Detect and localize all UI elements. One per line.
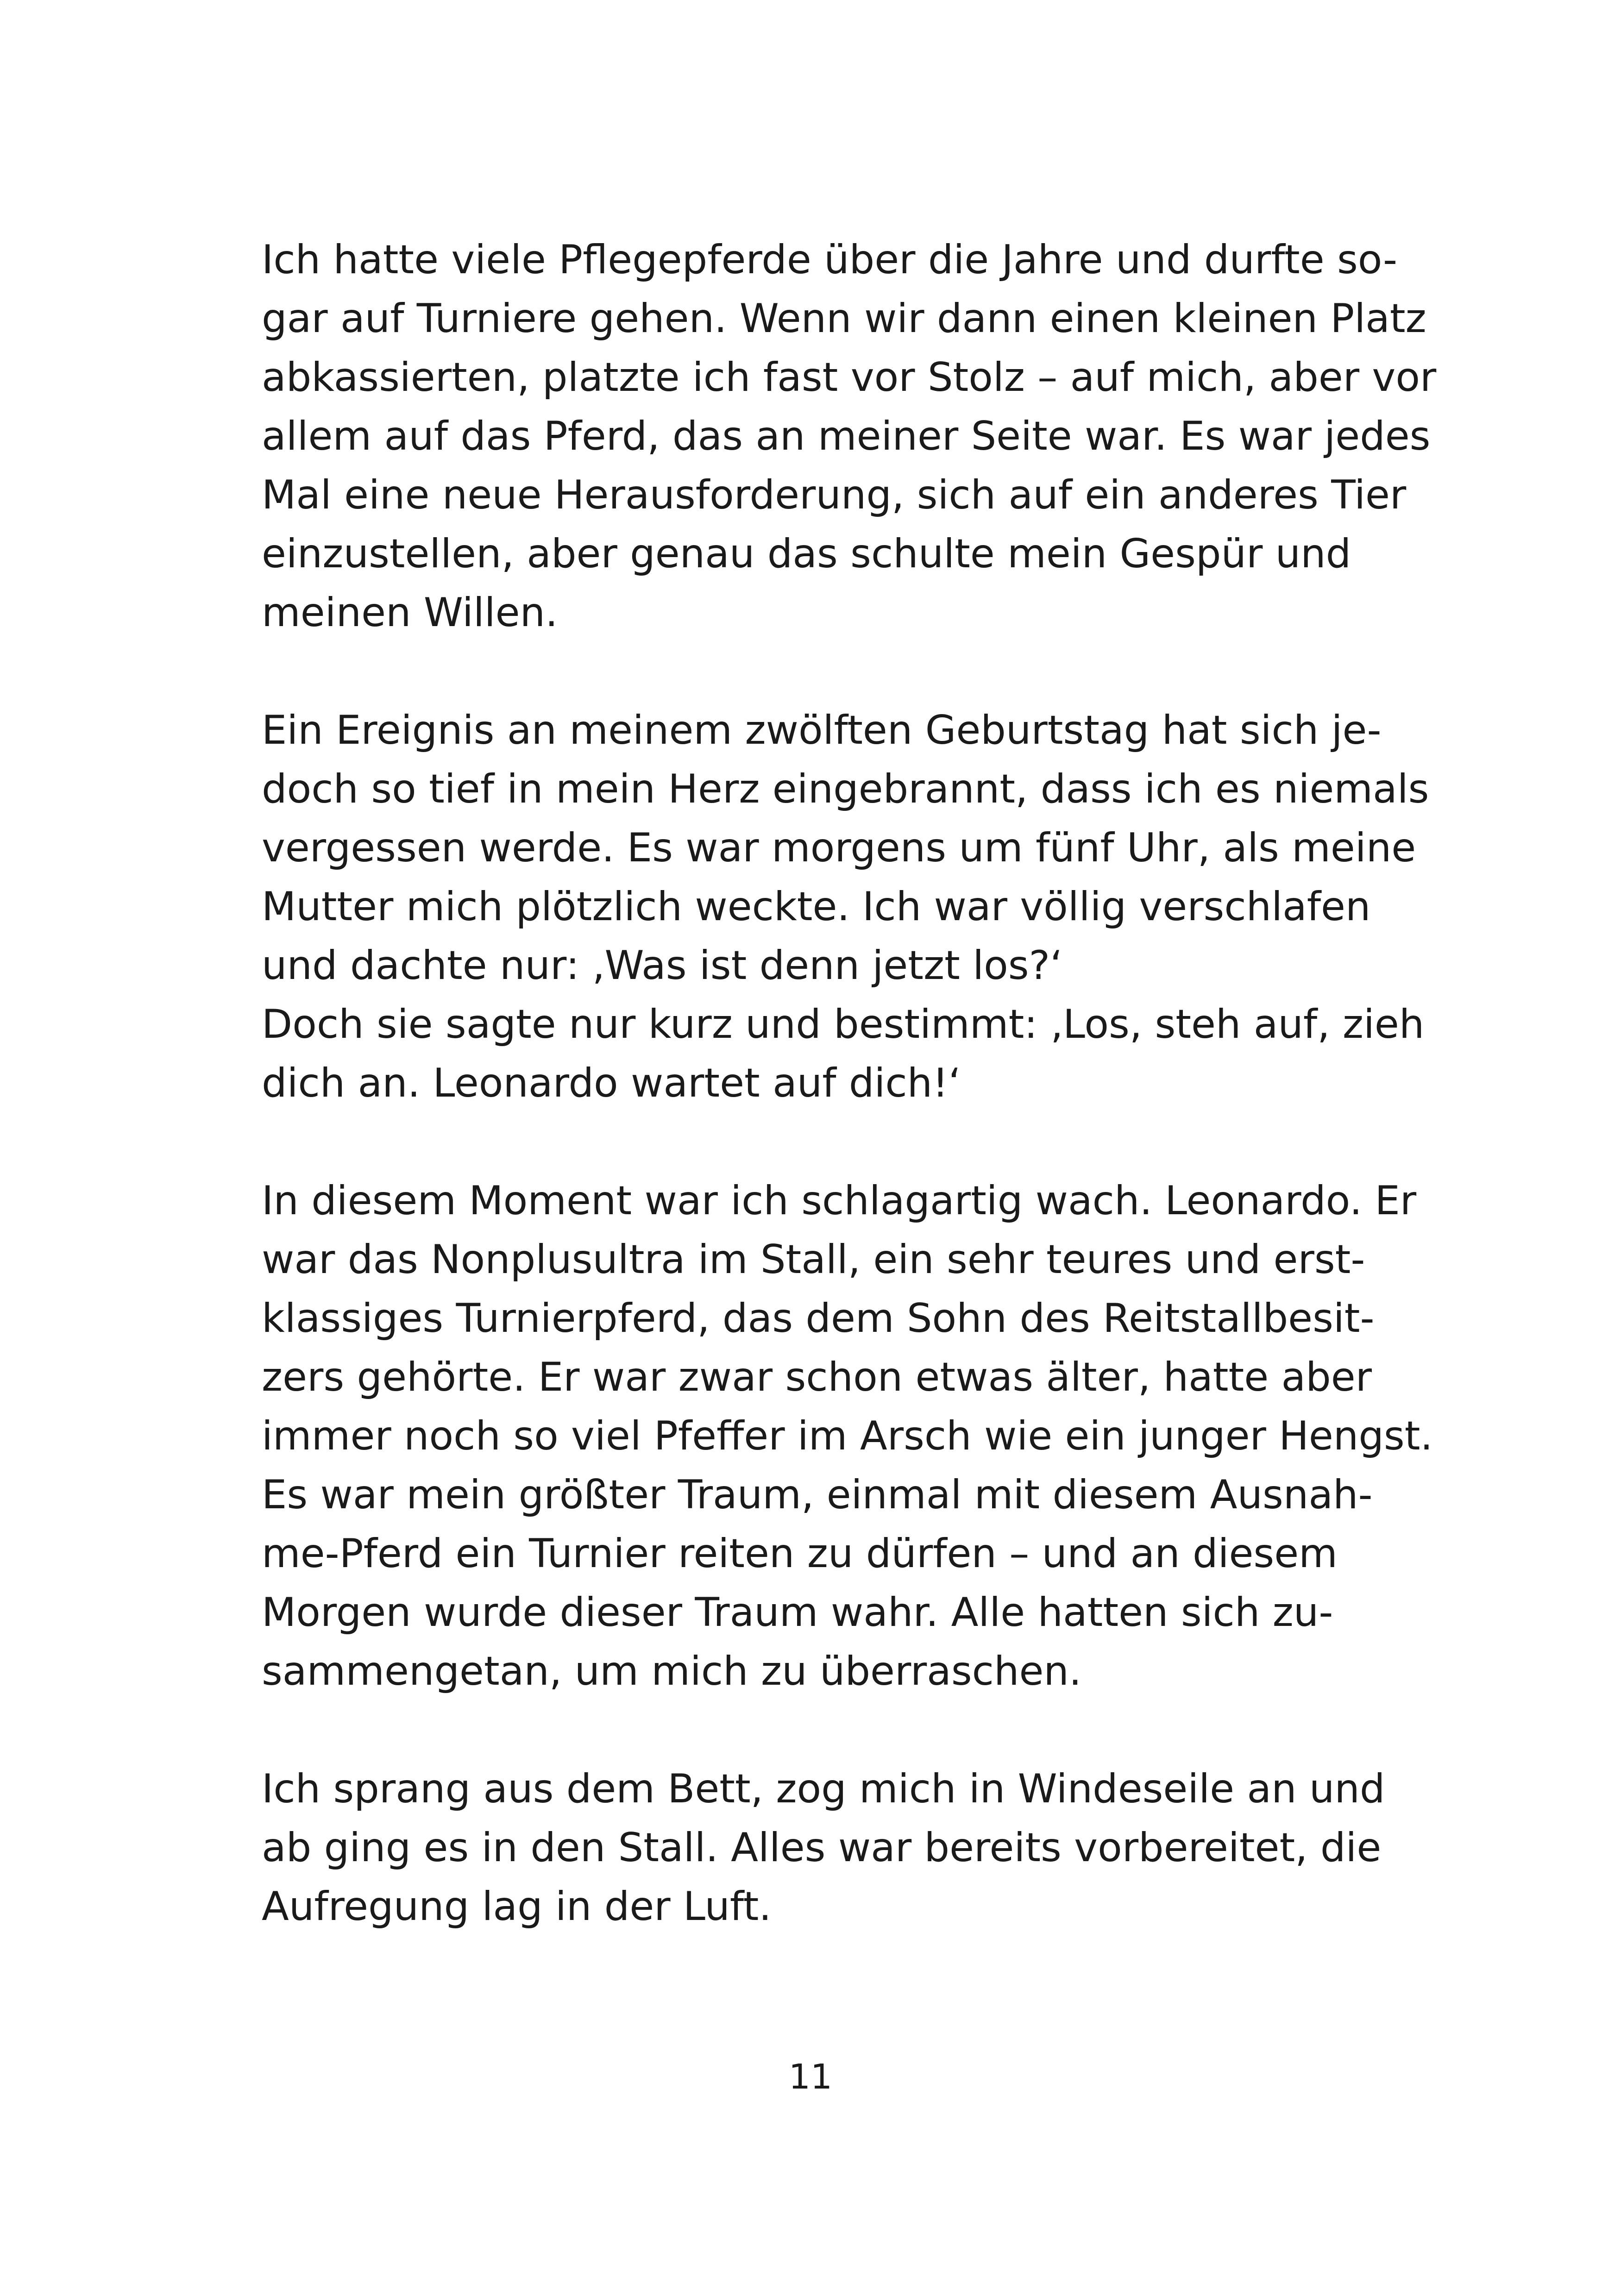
text-line: abkassierten, platzte ich fast vor Stolz – auf mich, aber vor <box>262 354 1437 401</box>
text-line: meinen Willen. <box>262 590 558 636</box>
text-line: ab ging es in den Stall. Alles war bereits vorbereitet, die <box>262 1825 1382 1871</box>
paragraph-4 <box>262 1760 1420 1936</box>
text-line: und dachte nur: ‚Was ist denn jetzt los?‘ <box>262 942 1063 989</box>
page-number: 11 <box>788 2057 833 2097</box>
text-line: einzustellen, aber genau das schulte mein Gespür und <box>262 531 1351 577</box>
body-text <box>262 231 1437 1936</box>
paragraph-1 <box>262 231 1437 642</box>
paragraph-gap <box>262 642 1420 701</box>
text-line: gar auf Turniere gehen. Wenn wir dann einen kleinen Platz <box>262 295 1426 342</box>
paragraph-3 <box>262 1172 1433 1701</box>
text-line: Mal eine neue Herausforderung, sich auf ein anderes Tier <box>262 472 1407 518</box>
text-line: Ein Ereignis an meinem zwölften Geburtstag hat sich je- <box>262 707 1382 753</box>
text-line: Ich hatte viele Pflegepferde über die Jahre und durfte so- <box>262 237 1398 283</box>
text-line: war das Nonplusultra im Stall, ein sehr teures und erst- <box>262 1236 1365 1283</box>
text-line: doch so tief in mein Herz eingebrannt, dass ich es niemals <box>262 766 1429 812</box>
text-line: Doch sie sagte nur kurz und bestimmt: ‚Los, steh auf, zieh <box>262 1001 1425 1048</box>
text-line: Es war mein größter Traum, einmal mit diesem Ausnah- <box>262 1472 1373 1518</box>
text-line: sammengetan, um mich zu überraschen. <box>262 1648 1082 1694</box>
text-line: immer noch so viel Pfeffer im Arsch wie ein junger Hengst. <box>262 1413 1433 1459</box>
text-line: Morgen wurde dieser Traum wahr. Alle hatten sich zu- <box>262 1589 1333 1636</box>
text-line: Ich sprang aus dem Bett, zog mich in Windeseile an und <box>262 1766 1385 1812</box>
text-line: me-Pferd ein Turnier reiten zu dürfen – und an diesem <box>262 1531 1338 1577</box>
paragraph-2 <box>262 701 1429 1113</box>
text-line: dich an. Leonardo wartet auf dich!‘ <box>262 1060 961 1106</box>
paragraph-gap <box>262 1701 1420 1760</box>
text-line: vergessen werde. Es war morgens um fünf Uhr, als meine <box>262 825 1416 871</box>
text-line: In diesem Moment war ich schlagartig wach. Leonardo. Er <box>262 1178 1417 1224</box>
paragraph-gap <box>262 1113 1420 1172</box>
text-line: zers gehörte. Er war zwar schon etwas älter, hatte aber <box>262 1354 1372 1400</box>
text-line: Mutter mich plötzlich weckte. Ich war völlig verschlafen <box>262 884 1371 930</box>
text-line: allem auf das Pferd, das an meiner Seite war. Es war jedes <box>262 413 1431 459</box>
text-line: klassiges Turnierpferd, das dem Sohn des Reitstallbesit- <box>262 1295 1375 1342</box>
text-line: Aufregung lag in der Luft. <box>262 1883 772 1930</box>
